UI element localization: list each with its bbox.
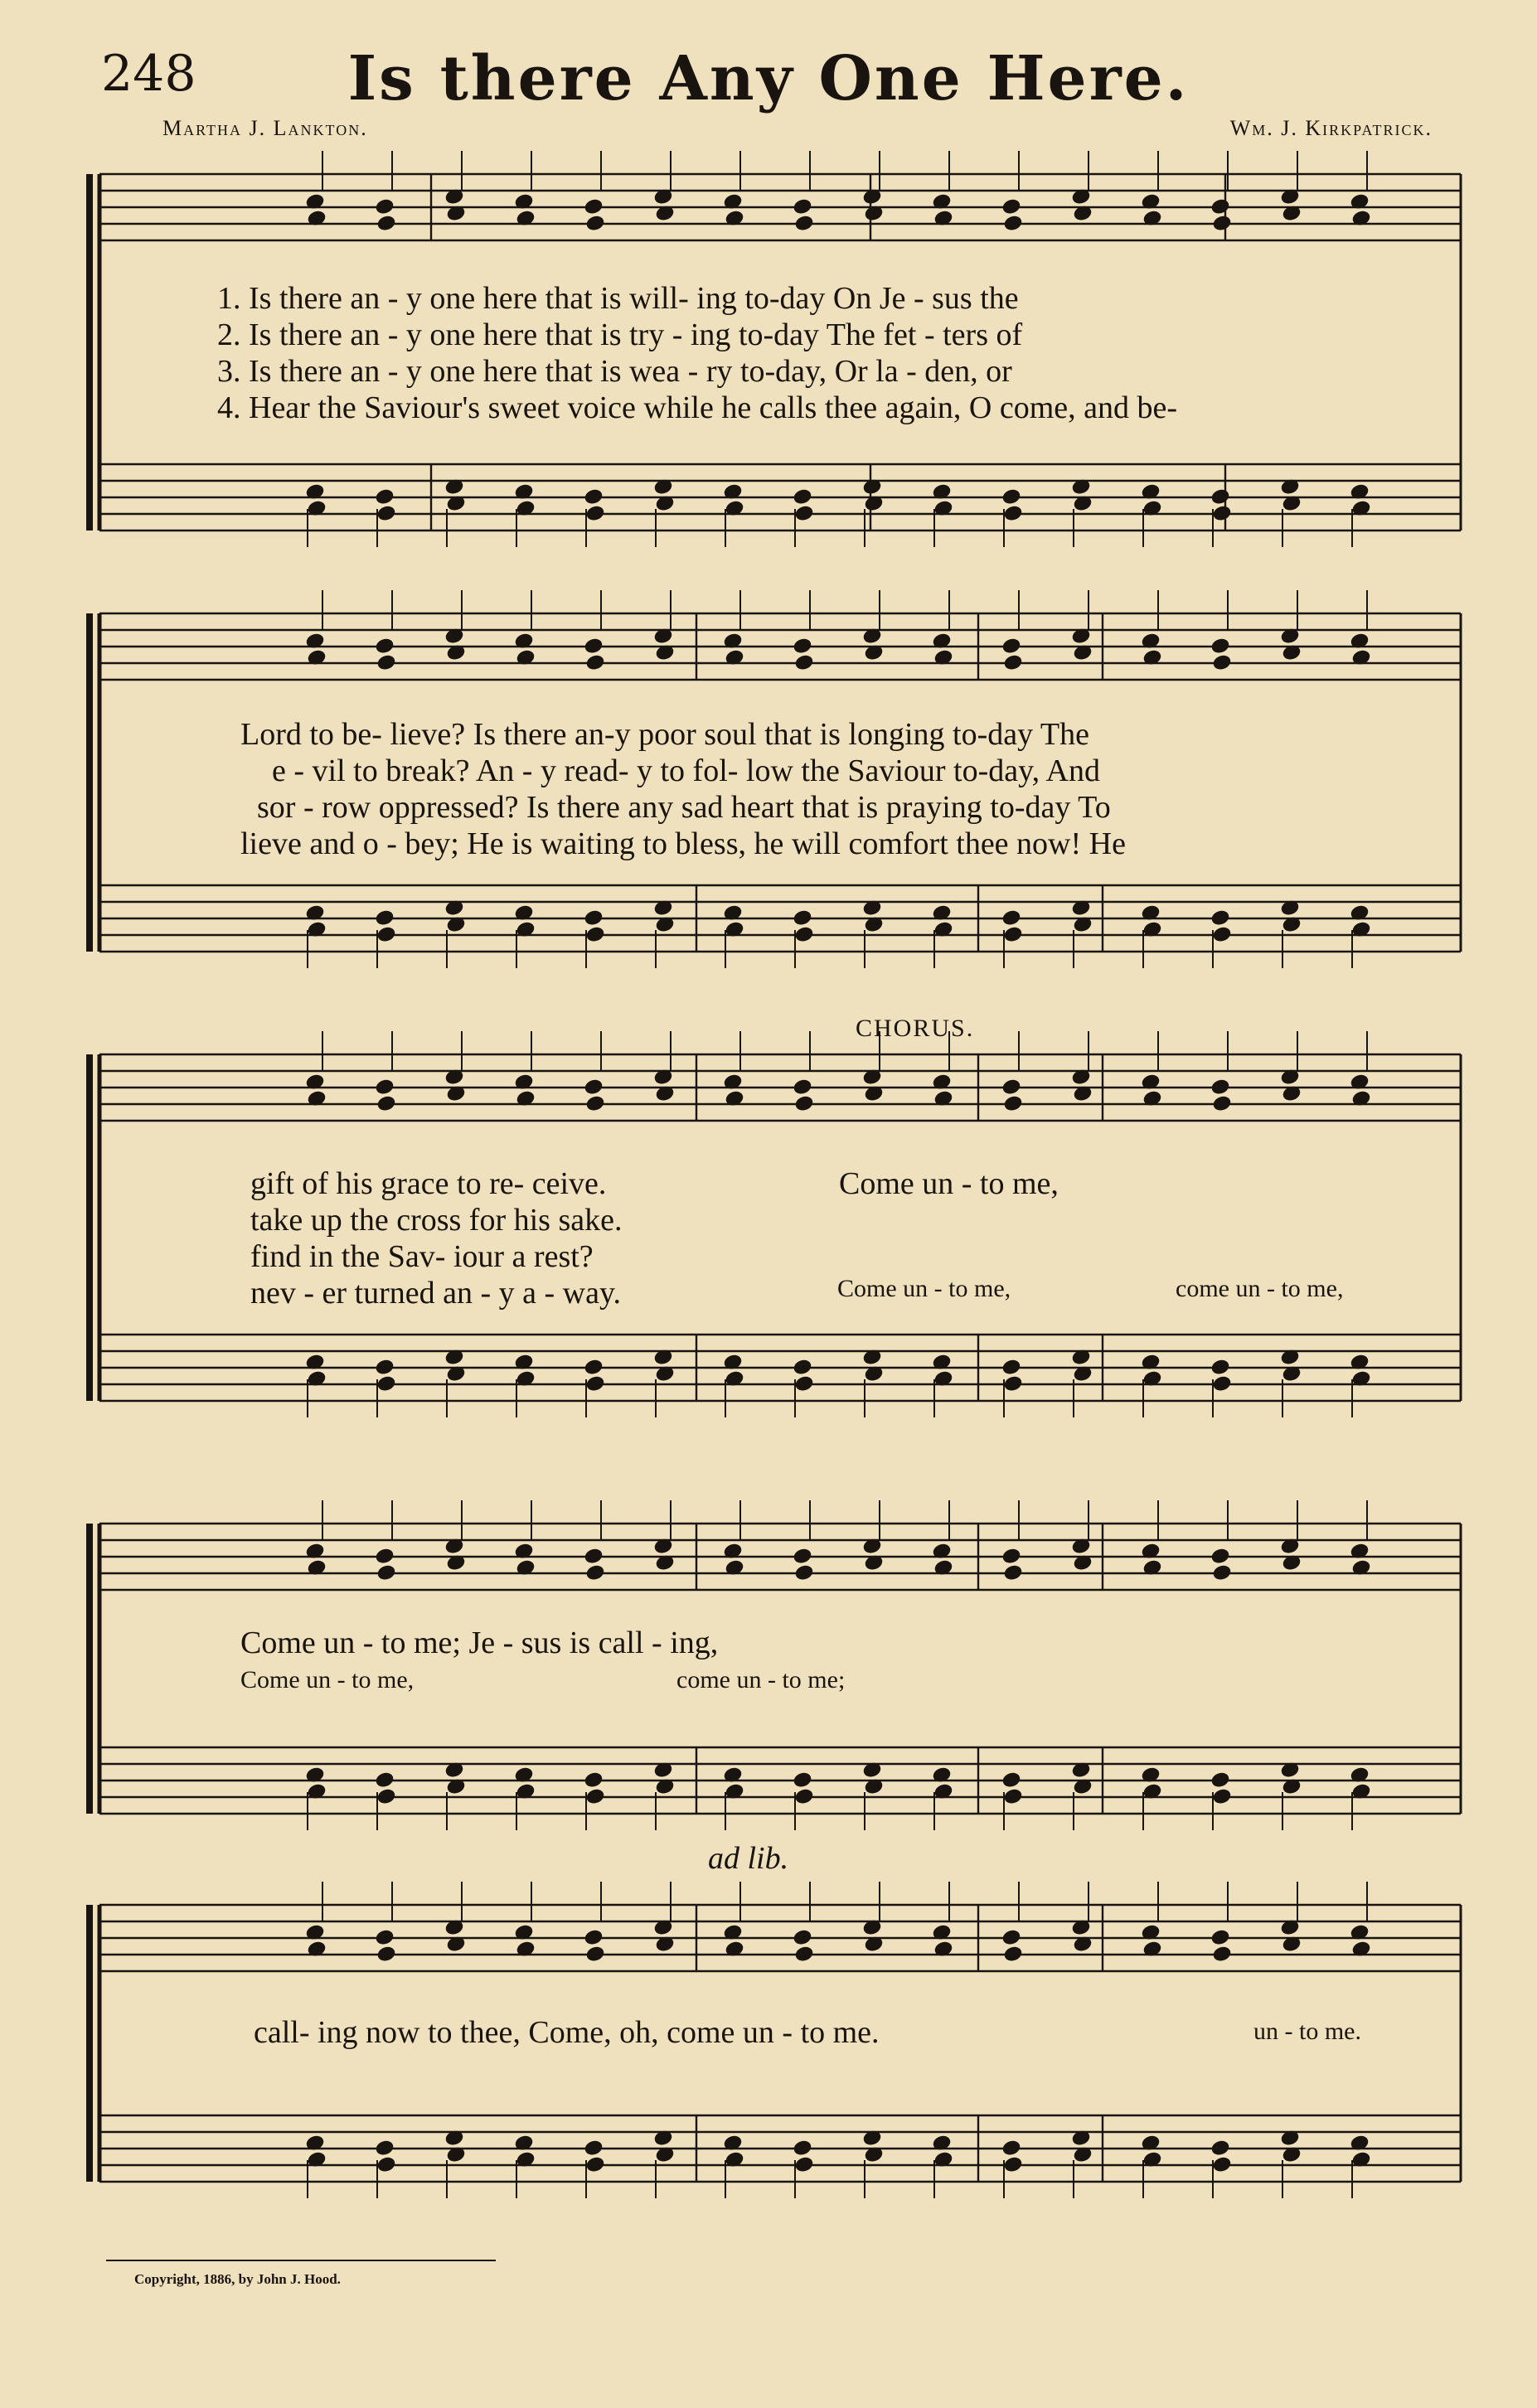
lyric-line-system-5: call- ing now to thee, Come, oh, come un - to me. (254, 2015, 880, 2050)
chorus-label: CHORUS. (856, 1015, 975, 1042)
chorus-lyric-system-3: Come un - to me, (839, 1166, 1059, 1201)
bass-lyric-system-3-a: Come un - to me, (837, 1275, 1011, 1302)
footer-rule (106, 2260, 496, 2261)
page-number: 248 (101, 45, 196, 103)
verse-2-line-system-3: take up the cross for his sake. (250, 1203, 623, 1238)
verse-1-line-system-2: Lord to be- lieve? Is there an-y poor soul that is longing to-day The (240, 717, 1089, 752)
verse-4-line-system-2: lieve and o - bey; He is waiting to bless, he will comfort thee now! He (240, 826, 1126, 861)
verse-2-line-system-1: 2. Is there an - y one here that is try - ing to-day The fet - ters of (217, 317, 1023, 352)
lyric-line-system-4: Come un - to me; Je - sus is call - ing, (240, 1626, 719, 1660)
bass-lyric-system-3-b: come un - to me, (1176, 1275, 1344, 1302)
copyright-notice: Copyright, 1886, by John J. Hood. (134, 2271, 341, 2287)
verse-3-line-system-1: 3. Is there an - y one here that is wea - ry to-day, Or la - den, or (217, 354, 1012, 389)
verse-3-line-system-2: sor - row oppressed? Is there any sad heart that is praying to-day To (257, 790, 1111, 825)
tail-lyric-system-5: un - to me. (1253, 2018, 1361, 2045)
verse-1-line-system-3: gift of his grace to re- ceive. (250, 1166, 607, 1201)
composer-credit: Wm. J. Kirkpatrick. (1229, 116, 1433, 140)
verse-3-line-system-3: find in the Sav- iour a rest? (250, 1239, 594, 1274)
lyricist-credit: Martha J. Lankton. (162, 116, 368, 140)
hymn-title: Is there Any One Here. (347, 43, 1190, 114)
verse-4-line-system-3: nev - er turned an - y a - way. (250, 1276, 622, 1311)
ad-lib-marking: ad lib. (708, 1841, 789, 1876)
bass-lyric-system-4-a: Come un - to me, (240, 1666, 415, 1693)
bass-lyric-system-4-b: come un - to me; (676, 1666, 846, 1693)
verse-2-line-system-2: e - vil to break? An - y read- y to fol- low the Saviour to-day, And (272, 753, 1101, 788)
verse-4-line-system-1: 4. Hear the Saviour's sweet voice while he calls thee again, O come, and be- (217, 390, 1178, 425)
verse-1-line-system-1: 1. Is there an - y one here that is will- ing to-day On Je - sus the (217, 281, 1019, 316)
